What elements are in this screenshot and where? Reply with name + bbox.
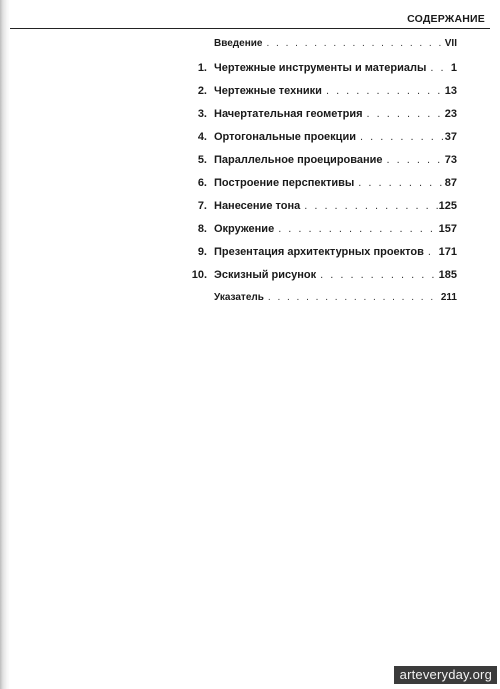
- toc-entry-page: 171: [438, 246, 457, 258]
- toc-dot-leader: [387, 154, 444, 166]
- toc-entry-title: Введение: [214, 38, 263, 49]
- toc-entry-number: 2.: [197, 85, 207, 97]
- toc-entry-line: [214, 177, 457, 189]
- toc-dot-leader: [358, 177, 443, 189]
- toc-entry-line: [214, 292, 457, 303]
- toc-entry-page: 185: [438, 269, 457, 281]
- toc-entry-line: [214, 108, 457, 120]
- toc-entry-line: [214, 269, 457, 281]
- toc-entry-page: 23: [444, 108, 457, 120]
- toc-entry: [0, 108, 500, 124]
- toc-dot-leader: [360, 131, 444, 143]
- toc-entry-number: 5.: [197, 154, 207, 166]
- toc-entry: [0, 200, 500, 216]
- toc-entry-line: [214, 246, 457, 258]
- toc-entry-line: [214, 223, 457, 235]
- toc-entry-number: 7.: [197, 200, 207, 212]
- toc-dot-leader: [266, 38, 443, 49]
- running-header: СОДЕРЖАНИЕ: [407, 13, 485, 25]
- toc-entry-number: 10.: [191, 269, 207, 281]
- toc-entry: [0, 62, 500, 78]
- toc-entry-title: Окружение: [214, 223, 275, 235]
- toc-dot-leader: [428, 246, 438, 258]
- toc-entry-page: 87: [444, 177, 457, 189]
- toc-dot-leader: [304, 200, 437, 212]
- toc-entry-number: 3.: [197, 108, 207, 120]
- toc-entry-title: Ортогональные проекции: [214, 131, 356, 143]
- toc-entry-title: Начертательная геометрия: [214, 108, 363, 120]
- toc-entry: [0, 85, 500, 101]
- toc-entry: [0, 246, 500, 262]
- toc-entry-number: 1.: [197, 62, 207, 74]
- toc-dot-leader: [367, 108, 444, 120]
- toc-entry: [0, 38, 500, 54]
- toc-entry-title: Параллельное проецирование: [214, 154, 383, 166]
- toc-entry-page: 125: [438, 200, 457, 212]
- toc-entry-title: Нанесение тона: [214, 200, 301, 212]
- toc-entry-title: Чертежные техники: [214, 85, 322, 97]
- toc-entry-title: Чертежные инструменты и материалы: [214, 62, 427, 74]
- toc-entry-page: VII: [444, 38, 457, 49]
- toc-entry-page: 73: [444, 154, 457, 166]
- toc-entry-line: [214, 200, 457, 212]
- toc-dot-leader: [278, 223, 437, 235]
- toc-dot-leader: [326, 85, 444, 97]
- toc-entry-page: 1: [450, 62, 457, 74]
- toc-entry-line: [214, 85, 457, 97]
- toc-entry-page: 13: [444, 85, 457, 97]
- site-watermark: arteveryday.org: [394, 666, 497, 684]
- toc-entry: [0, 131, 500, 147]
- toc-entry: [0, 223, 500, 239]
- toc-entry: [0, 269, 500, 285]
- toc-entry-title: Презентация архитектурных проектов: [214, 246, 424, 258]
- toc-entry-line: [214, 62, 457, 74]
- header-rule: [10, 28, 490, 29]
- toc-entry-number: 9.: [197, 246, 207, 258]
- toc-entry-title: Эскизный рисунок: [214, 269, 317, 281]
- toc-entry-page: 157: [438, 223, 457, 235]
- toc-entry-line: [214, 154, 457, 166]
- page-binding-edge: [0, 0, 10, 689]
- toc-entry-page: 37: [444, 131, 457, 143]
- toc-entry-number: 4.: [197, 131, 207, 143]
- toc-entry-title: Указатель: [214, 292, 264, 303]
- toc-entry-page: 211: [440, 292, 457, 303]
- toc-entry: [0, 154, 500, 170]
- toc-dot-leader: [430, 62, 449, 74]
- toc-entry: [0, 177, 500, 193]
- toc-dot-leader: [268, 292, 440, 303]
- toc-entry-line: [214, 38, 457, 49]
- toc-entry: [0, 292, 500, 308]
- toc-entry-number: 6.: [197, 177, 207, 189]
- toc-entry-line: [214, 131, 457, 143]
- toc-entry-number: 8.: [197, 223, 207, 235]
- toc-dot-leader: [320, 269, 438, 281]
- toc-entry-title: Построение перспективы: [214, 177, 355, 189]
